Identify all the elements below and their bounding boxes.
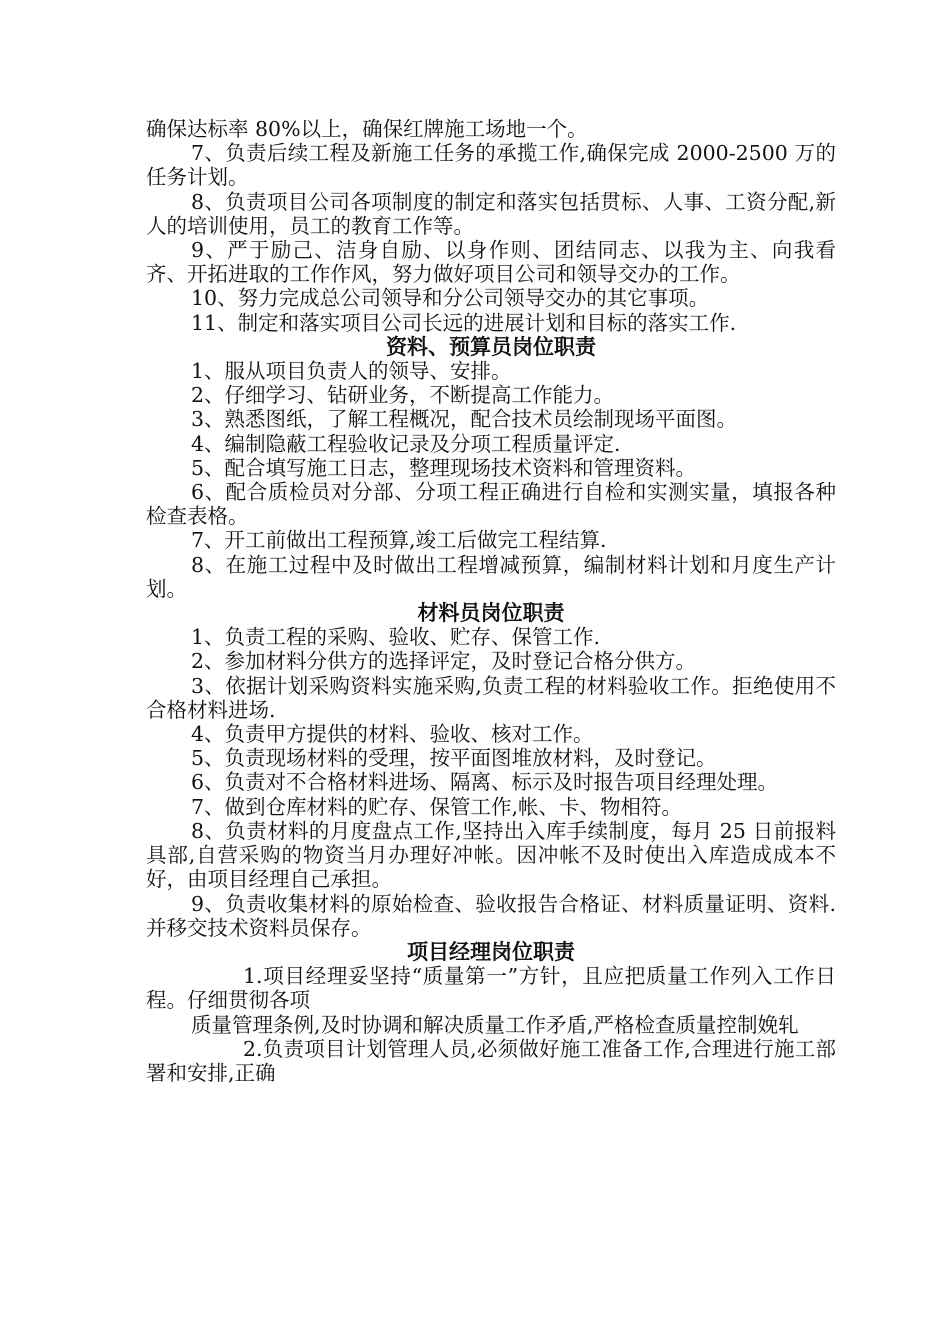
material-item: 9、负责收集材料的原始检查、验收报告合格证、材料质量证明、资料.并移交技术资料员保存。 (146, 891, 836, 940)
paragraph-continuation: 确保达标率 80%以上，确保红牌施工场地一个。 (146, 117, 588, 141)
budget-item: 5、配合填写施工日志，整理现场技术资料和管理资料。 (191, 455, 697, 480)
budget-item: 4、编制隐蔽工程验收记录及分项工程质量评定. (191, 431, 621, 456)
paragraph-item-11: 11、制定和落实项目公司长远的进展计划和目标的落实工作. (191, 310, 737, 335)
section-title-pm: 项目经理岗位职责 (407, 938, 575, 964)
material-item: 4、负责甲方提供的材料、验收、核对工作。 (191, 722, 594, 747)
material-item: 1、负责工程的采购、验收、贮存、保管工作. (191, 625, 601, 650)
paragraph-item-10: 10、努力完成总公司领导和分公司领导交办的其它事项。 (191, 286, 710, 311)
budget-item: 1、服从项目负责人的领导、安排。 (191, 359, 512, 384)
budget-item: 8、在施工过程中及时做出工程增减预算，编制材料计划和月度生产计划。 (146, 552, 836, 601)
material-item: 7、做到仓库材料的贮存、保管工作,帐、卡、物相符。 (191, 794, 683, 819)
paragraph-item-7: 7、负责后续工程及新施工任务的承揽工作,确保完成 2000-2500 万的任务计划。 (146, 141, 836, 190)
material-item: 6、负责对不合格材料进场、隔离、标示及时报告项目经理处理。 (191, 770, 779, 795)
section-title-material: 材料员岗位职责 (417, 600, 565, 626)
budget-item: 7、开工前做出工程预算,竣工后做完工程结算. (191, 528, 607, 553)
document-body (146, 117, 836, 1085)
paragraph-item-9: 9、严于励己、洁身自励、以身作则、团结同志、以我为主、向我看齐、开拓进取的工作作风，努力做好项目公司和领导交办的工作。 (146, 238, 836, 287)
section-title-budget: 资料、预算员岗位职责 (386, 333, 596, 359)
pm-item-2: 2.负责项目计划管理人员,必须做好施工准备工作,合理进行施工部署和安排,正确 (146, 1036, 836, 1085)
material-item: 5、负责现场材料的受理，按平面图堆放材料，及时登记。 (191, 746, 717, 771)
material-item: 3、依据计划采购资料实施采购,负责工程的材料验收工作。拒绝使用不合格材料进场. (146, 673, 836, 722)
material-item: 2、参加材料分供方的选择评定，及时登记合格分供方。 (191, 649, 697, 674)
budget-item: 6、配合质检员对分部、分项工程正确进行自检和实测实量，填报各种检查表格。 (146, 480, 836, 529)
pm-item-1: 1.项目经理妥坚持“质量第一”方针，且应把质量工作列入工作日程。仔细贯彻各项 (146, 964, 836, 1013)
material-item: 8、负责材料的月度盘点工作,坚持出入库手续制度，每月 25 日前报料具部,自营采购的物资当月办理好冲帐。因冲帐不及时使出入库造成成本不好，由项目经理自己承担。 (146, 818, 836, 892)
budget-item: 3、熟悉图纸，了解工程概况，配合技术员绘制现场平面图。 (191, 407, 738, 432)
pm-item-1-continued: 质量管理条例,及时协调和解决质量工作矛盾,严格检查质量控制娩轧 (191, 1012, 799, 1037)
paragraph-item-8: 8、负责项目公司各项制度的制定和落实包括贯标、人事、工资分配,新人的培训使用，员工的教育工作等。 (146, 189, 836, 238)
budget-item: 2、仔细学习、钻研业务，不断提高工作能力。 (191, 383, 615, 408)
